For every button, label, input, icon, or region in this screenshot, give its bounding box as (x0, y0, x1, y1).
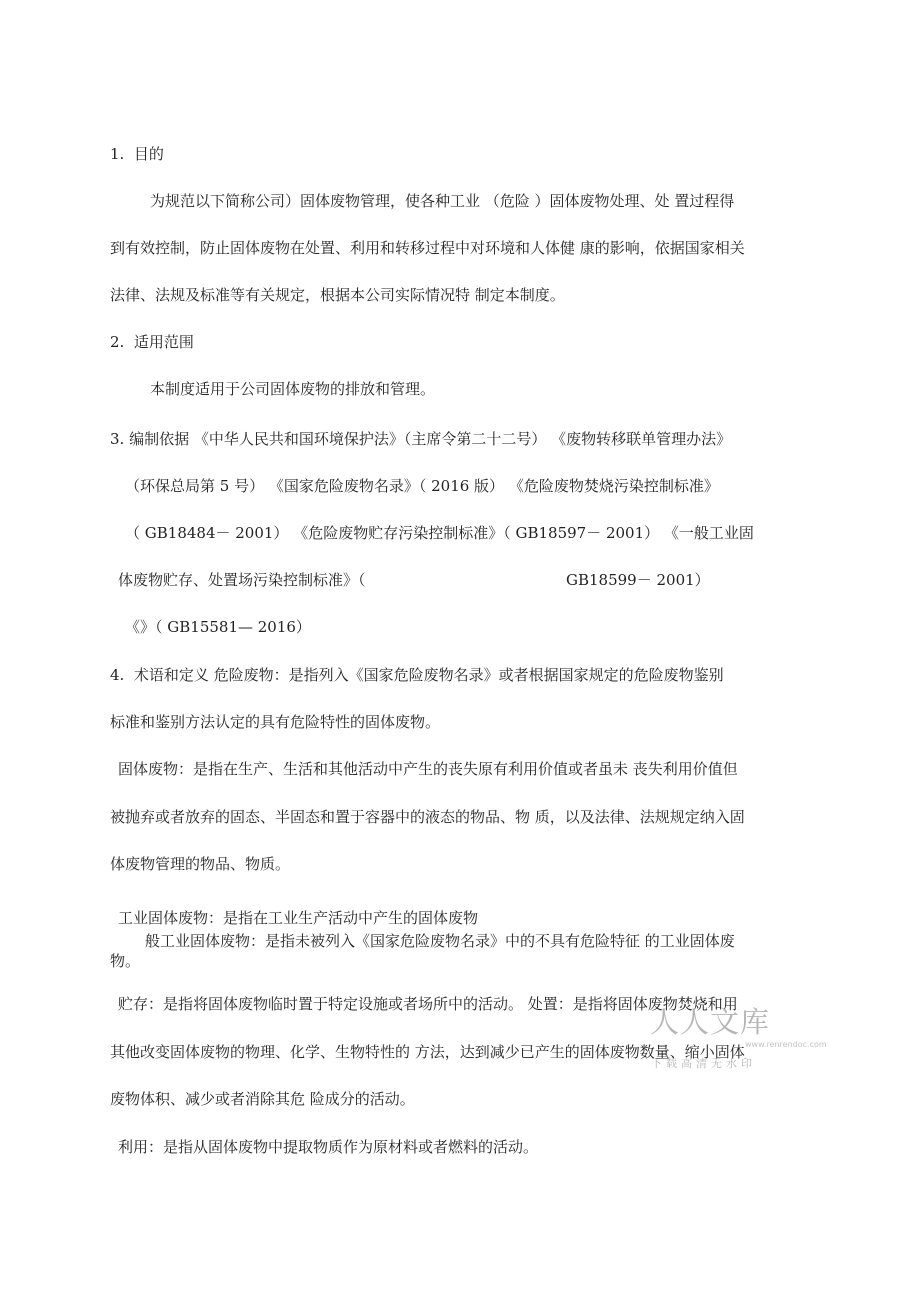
paragraph-line: 体废物贮存、处置场污染控制标准》（ (118, 571, 366, 589)
paragraph-line: 般工业固体废物：是指未被列入《国家危险废物名录》中的不具有危险特征 的工业固体废 (145, 932, 735, 950)
paragraph-line: 被抛弃或者放弃的固态、半固态和置于容器中的液态的物品、物 质，以及法律、法规规定纳入固 (110, 808, 745, 826)
paragraph-line: 到有效控制，防止固体废物在处置、利用和转移过程中对环境和人体健 康的影响，依据国家相关 (110, 239, 745, 257)
paragraph-line: 标准和鉴别方法认定的具有危险特性的固体废物。 (110, 713, 441, 731)
watermark-subtitle: 下载高清无水印 (651, 1057, 756, 1070)
paragraph-line: 工业固体废物：是指在工业生产活动中产生的固体废物 (118, 909, 479, 927)
paragraph-line: 法律、法规及标准等有关规定，根据本公司实际情况特 制定本制度。 (110, 286, 565, 304)
watermark-url: www.renrendoc.com (745, 1040, 827, 1049)
paragraph-line: 废物体积、减少或者消除其危 险成分的活动。 (110, 1090, 415, 1108)
watermark-title: 人人文库 (650, 1005, 771, 1039)
paragraph-line: 体废物管理的物品、物质。 (110, 855, 291, 873)
paragraph-line: 其他改变固体废物的物理、化学、生物特性的 方法，达到减少已产生的固体废物数量、缩小固体 (110, 1043, 745, 1061)
section-3-heading: 3. 编制依据 《中华人民共和国环境保护法》（主席令第二十二号） 《废物转移联单管理办法》 (110, 430, 732, 448)
paragraph-line: 物。 (110, 952, 141, 970)
section-4-heading: 4. 术语和定义 危险废物：是指列入《国家危险废物名录》或者根据国家规定的危险废物鉴别 (110, 666, 724, 684)
paragraph-line: 固体废物：是指在生产、生活和其他活动中产生的丧失原有利用价值或者虽未 丧失利用价值但 (118, 760, 738, 778)
paragraph-line: （环保总局第 5 号） 《国家危险废物名录》（ 2016 版） 《危险废物焚烧污染控制标准》 (125, 477, 719, 495)
paragraph-line: 本制度适用于公司固体废物的排放和管理。 (150, 380, 436, 398)
paragraph-line: （ GB18484－ 2001） 《危险废物贮存污染控制标准》（ GB18597－ 2001） 《一般工业固 (125, 524, 754, 542)
paragraph-line: 利用：是指从固体废物中提取物质作为原材料或者燃料的活动。 (118, 1138, 539, 1156)
paragraph-line: 为规范以下简称公司）固体废物管理，使各种工业 （危险 ）固体废物处理、处 置过程得 (150, 192, 735, 210)
paragraph-line: GB18599－ 2001） (566, 571, 710, 589)
paragraph-line: 贮存：是指将固体废物临时置于特定设施或者场所中的活动。 处置：是指将固体废物焚烧和用 (118, 995, 738, 1013)
section-2-heading: 2. 适用范围 (110, 333, 194, 351)
section-1-heading: 1. 目的 (110, 145, 164, 163)
paragraph-line: 《》（ GB15581— 2016） (125, 618, 311, 636)
